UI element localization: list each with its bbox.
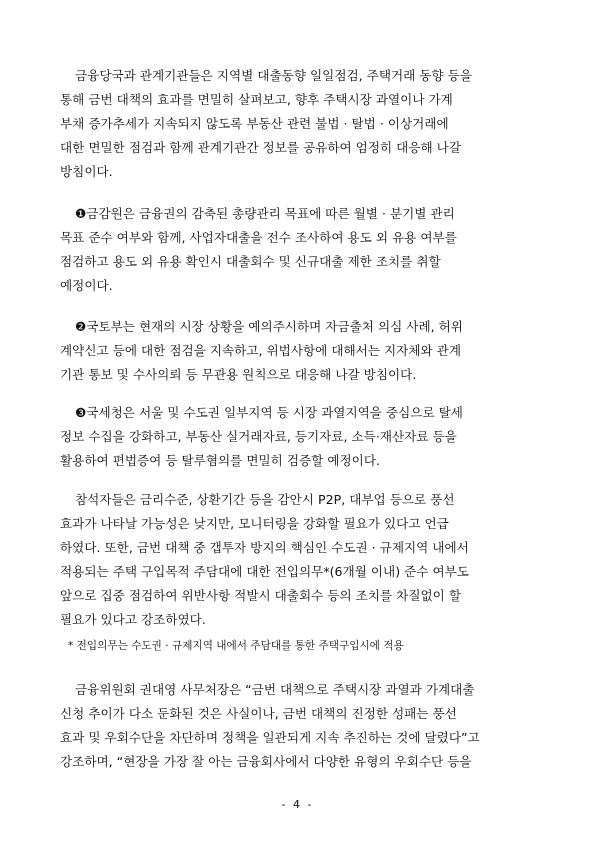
text-line: 신청 추이가 다소 둔화된 것은 사실이나, 금번 대책의 진정한 성패는 풍선 [60, 706, 457, 721]
text-line: 금융당국과 관계기관들은 지역별 대출동향 일일점검, 주택거래 동향 등을 [75, 68, 472, 83]
footnote: * 전입의무는 수도권 · 규제지역 내에서 주담대를 통한 주택구입시에 적용 [68, 640, 404, 652]
text-line: 부채 증가추세가 지속되지 않도록 부동산 관련 불법 · 탈법 · 이상거래에 [60, 116, 449, 131]
text-line: 계약신고 등에 대한 점검을 지속하고, 위법사항에 대해서는 지자체와 관계 [60, 343, 461, 358]
text-line: 방침이다. [60, 164, 113, 179]
text-line: 정보 수집을 강화하고, 부동산 실거래자료, 등기자료, 소득·재산자료 등을 [60, 429, 457, 444]
text-line: 통해 금번 대책의 효과를 면밀히 살펴보고, 향후 주택시장 과열이나 가계 [60, 92, 453, 107]
text-line: ❶금감원은 금융권의 감축된 총량관리 목표에 따른 월별 · 분기별 관리 [75, 206, 455, 221]
text-line: 대한 면밀한 점검과 함께 관계기관간 정보를 공유하여 엄정히 대응해 나갈 [60, 140, 461, 155]
text-line: 효과 및 우회수단을 차단하며 정책을 일관되게 지속 추진하는 것에 달렸다”고 [60, 730, 480, 745]
text-line: 하였다. 또한, 금번 대책 중 갭투자 방지의 핵심인 수도권 · 규제지역 내에서 [60, 540, 469, 555]
text-line: 효과가 나타날 가능성은 낮지만, 모니터링을 강화할 필요가 있다고 언급 [60, 516, 449, 531]
text-line: 목표 준수 여부와 함께, 사업자대출을 전수 조사하여 용도 외 유용 여부를 [60, 230, 457, 245]
text-line: 점검하고 용도 외 유용 확인시 대출회수 및 신규대출 제한 조치를 취할 [60, 254, 441, 269]
text-line: 예정이다. [60, 278, 113, 293]
text-line: 강조하며, “현장을 가장 잘 아는 금융회사에서 다양한 유형의 우회수단 등을 [60, 754, 472, 769]
text-line: 활용하여 편법증여 등 탈루혐의를 면밀히 검증할 예정이다. [60, 453, 380, 468]
text-line: 앞으로 집중 점검하여 위반사항 적발시 대출회수 등의 조치를 차질없이 할 [60, 588, 461, 603]
text-line: 금융위원회 권대영 사무처장은 “금번 대책으로 주택시장 과열과 가계대출 [75, 682, 475, 697]
text-line: ❸국세청은 서울 및 수도권 일부지역 등 시장 과열지역을 중심으로 탈세 [75, 405, 463, 420]
text-line: 참석자들은 금리수준, 상환기간 등을 감안시 P2P, 대부업 등으로 풍선 [75, 492, 455, 507]
page-number: - 4 - [281, 798, 314, 811]
text-line: 기관 통보 및 수사의뢰 등 무관용 원칙으로 대응해 나갈 방침이다. [60, 367, 417, 382]
text-line: 필요가 있다고 강조하였다. [60, 612, 206, 627]
text-line: 적용되는 주택 구입목적 주담대에 대한 전입의무*(6개월 이내) 준수 여부도 [60, 564, 469, 579]
text-line: ❷국토부는 현재의 시장 상황을 예의주시하며 자금출처 의심 사례, 허위 [75, 319, 463, 334]
